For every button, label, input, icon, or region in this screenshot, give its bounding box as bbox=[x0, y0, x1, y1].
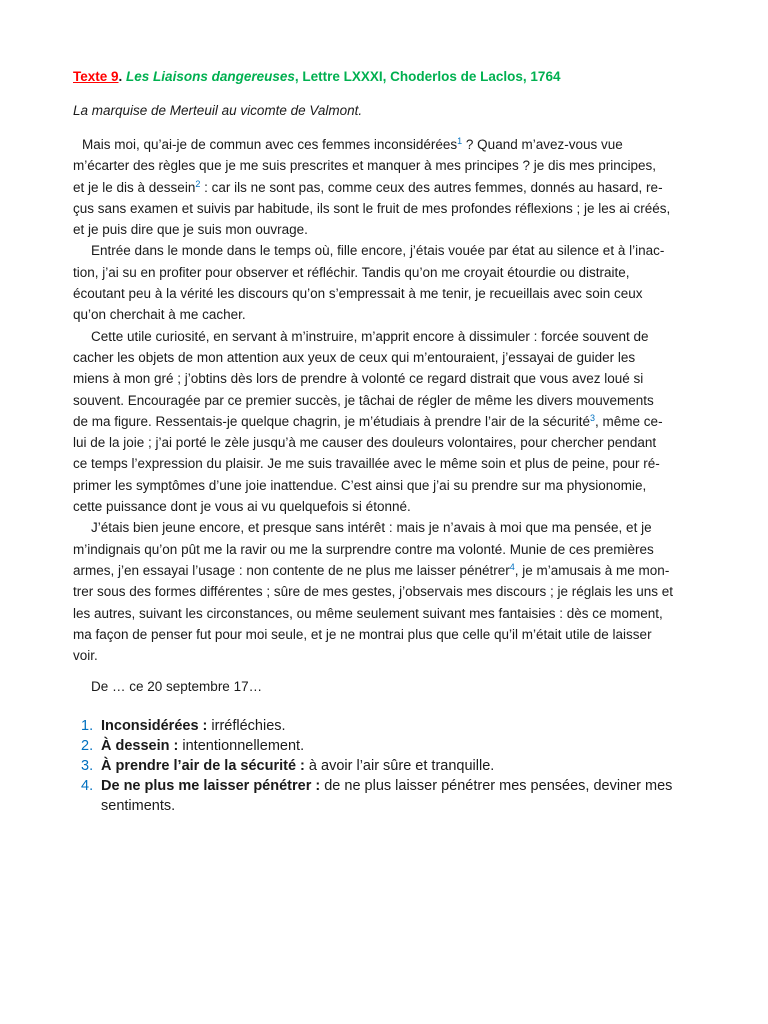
text-segment: cacher les objets de mon attention aux yeux de ceux qui m’entouraient, j’essayai de guider les bbox=[73, 349, 636, 365]
text-line bbox=[73, 368, 695, 389]
text-line bbox=[73, 645, 695, 666]
heading-separator: . bbox=[118, 69, 127, 84]
footnote-number: 1. bbox=[81, 718, 94, 735]
text-segment: de ma figure. Ressentais-je quelque chagrin, je m’étudiais à prendre l’air de la sécurité bbox=[73, 413, 591, 429]
text-line bbox=[73, 347, 695, 368]
text-segment: Mais moi, qu’ai-je de commun avec ces femmes inconsidérées bbox=[82, 137, 458, 152]
text-line bbox=[73, 453, 695, 474]
text-line bbox=[73, 326, 695, 347]
work-title: Les Liaisons dangereuses bbox=[126, 69, 295, 84]
footnote-number: 2. bbox=[81, 738, 94, 755]
text-line bbox=[73, 177, 695, 198]
footnote-marker[interactable]: 4 bbox=[509, 561, 515, 572]
text-line bbox=[73, 475, 695, 496]
text-segment: cette puissance dont je vous ai vu quelquefois si étonné. bbox=[73, 499, 411, 515]
footnote-definition: intentionnellement. bbox=[178, 738, 305, 755]
text-label: Texte 9 bbox=[73, 69, 119, 84]
footnote-marker[interactable]: 2 bbox=[195, 178, 201, 189]
footnote-term: À dessein : bbox=[101, 738, 179, 755]
letter-body bbox=[73, 134, 695, 666]
footnote-item bbox=[81, 716, 695, 736]
text-segment: trer sous des formes différentes ; sûre de mes gestes, j’observais mes discours ; je réglais les uns et bbox=[73, 584, 674, 600]
text-segment: voir. bbox=[73, 648, 98, 664]
text-segment: qu’on cherchait à me cacher. bbox=[73, 307, 246, 323]
document-heading bbox=[73, 66, 695, 88]
text-line bbox=[73, 539, 695, 560]
text-line bbox=[73, 155, 695, 176]
footnote-item bbox=[81, 776, 695, 816]
letter-date: De … ce 20 septembre 17… bbox=[91, 679, 263, 695]
text-line bbox=[73, 560, 695, 581]
work-reference bbox=[126, 69, 560, 84]
text-line bbox=[73, 304, 695, 325]
paragraph-2 bbox=[73, 240, 695, 325]
text-segment: les autres, suivant les circonstances, ou même seulement suivant mes fantaisies : dès ce moment, bbox=[73, 605, 663, 621]
text-line bbox=[73, 198, 695, 219]
footnote-definition: de ne plus laisser pénétrer mes pensées, deviner mes sentiments. bbox=[101, 778, 673, 815]
footnote-marker[interactable]: 1 bbox=[457, 136, 463, 146]
footnote-marker[interactable]: 3 bbox=[590, 412, 596, 423]
footnote-term: De ne plus me laisser pénétrer : bbox=[101, 778, 321, 795]
text-line bbox=[73, 581, 695, 602]
footnote-term: À prendre l’air de la sécurité : bbox=[101, 758, 305, 775]
text-line bbox=[73, 134, 695, 155]
text-line bbox=[73, 432, 695, 453]
text-segment: ? Quand m’avez-vous vue bbox=[462, 137, 623, 152]
text-segment: lui de la joie ; j’ai porté le zèle jusqu’à me causer des douleurs volontaires, pour chercher pendant bbox=[73, 435, 657, 451]
text-segment: et je puis dire que je suis mon ouvrage. bbox=[73, 222, 308, 238]
text-segment: çus sans examen et suivis par habitude, ils sont le fruit de mes profondes réflexions ; je les ai créés, bbox=[73, 200, 671, 216]
text-line bbox=[73, 411, 695, 432]
footnote-text bbox=[101, 736, 695, 756]
document-page bbox=[73, 66, 695, 816]
work-details: , Lettre LXXXI, Choderlos de Laclos, 1764 bbox=[294, 69, 561, 84]
text-line bbox=[73, 219, 695, 240]
text-segment: ce temps l’expression du plaisir. Je me suis travaillée avec le même soin et plus de peine, pour ré- bbox=[73, 456, 660, 472]
text-segment: armes, j’en essayai l’usage : non contente de ne plus me laisser pénétrer bbox=[73, 562, 510, 578]
text-segment: Entrée dans le monde dans le temps où, fille encore, j’étais vouée par état au silence et à l’inac- bbox=[91, 243, 665, 259]
footnote-definition: à avoir l’air sûre et tranquille. bbox=[304, 758, 495, 775]
text-segment: écoutant peu à la vérité les discours qu’on s’empressait à me tenir, je recueillais avec soin ceux bbox=[73, 286, 643, 302]
footnotes-list bbox=[81, 716, 695, 816]
text-line bbox=[73, 390, 695, 411]
paragraph-3 bbox=[73, 326, 695, 518]
footnote-text bbox=[101, 776, 695, 816]
footnote-number: 4. bbox=[81, 778, 94, 795]
text-line bbox=[73, 603, 695, 624]
text-line bbox=[73, 496, 695, 517]
text-segment: J’étais bien jeune encore, et presque sans intérêt : mais je n’avais à moi que ma pensée, et je bbox=[91, 520, 652, 536]
footnote-item bbox=[81, 736, 695, 756]
footnote-text bbox=[101, 756, 695, 776]
text-segment: souvent. Encouragée par ce premier succès, je tâchai de régler de même les divers mouvements bbox=[73, 392, 654, 408]
footnote-definition: irréfléchies. bbox=[207, 718, 286, 735]
text-segment: : car ils ne sont pas, comme ceux des autres femmes, donnés au hasard, re- bbox=[200, 179, 663, 195]
text-segment: tion, j’ai su en profiter pour observer et réfléchir. Tandis qu’on me croyait étourdie ou distraite, bbox=[73, 264, 630, 280]
text-line bbox=[73, 240, 695, 261]
text-line bbox=[73, 517, 695, 538]
text-segment: ma façon de penser fut pour moi seule, et je ne montrai plus que celle qu’il m’était utile de laisser bbox=[73, 626, 652, 642]
paragraph-4 bbox=[73, 517, 695, 666]
text-segment: miens à mon gré ; j’obtins dès lors de prendre à volonté ce regard distrait que vous avez loué si bbox=[73, 371, 644, 387]
text-segment: m’écarter des règles que je me suis prescrites et manquer à mes principes ? je dis mes principes, bbox=[73, 158, 656, 174]
text-line bbox=[73, 283, 695, 304]
text-segment: Cette utile curiosité, en servant à m’instruire, m’apprit encore à dissimuler : forcée souvent de bbox=[91, 328, 649, 344]
text-segment: primer les symptômes d’une joie inattendue. C’est ainsi que j’ai su prendre sur ma physionomie, bbox=[73, 477, 647, 493]
text-line bbox=[73, 624, 695, 645]
text-line bbox=[73, 262, 695, 283]
text-segment: , je m’amusais à me mon- bbox=[514, 562, 670, 578]
footnote-item bbox=[81, 756, 695, 776]
footnote-term: Inconsidérées : bbox=[101, 718, 208, 735]
text-segment: et je le dis à dessein bbox=[73, 179, 196, 195]
paragraph-1 bbox=[73, 134, 695, 240]
footnote-text bbox=[101, 716, 695, 736]
text-segment: m’indignais qu’on pût me la ravir ou me la surprendre contre ma volonté. Munie de ces premières bbox=[73, 541, 654, 557]
text-segment: , même ce- bbox=[595, 413, 663, 429]
letter-subtitle: La marquise de Merteuil au vicomte de Valmont. bbox=[73, 103, 363, 118]
footnote-number: 3. bbox=[81, 758, 94, 775]
